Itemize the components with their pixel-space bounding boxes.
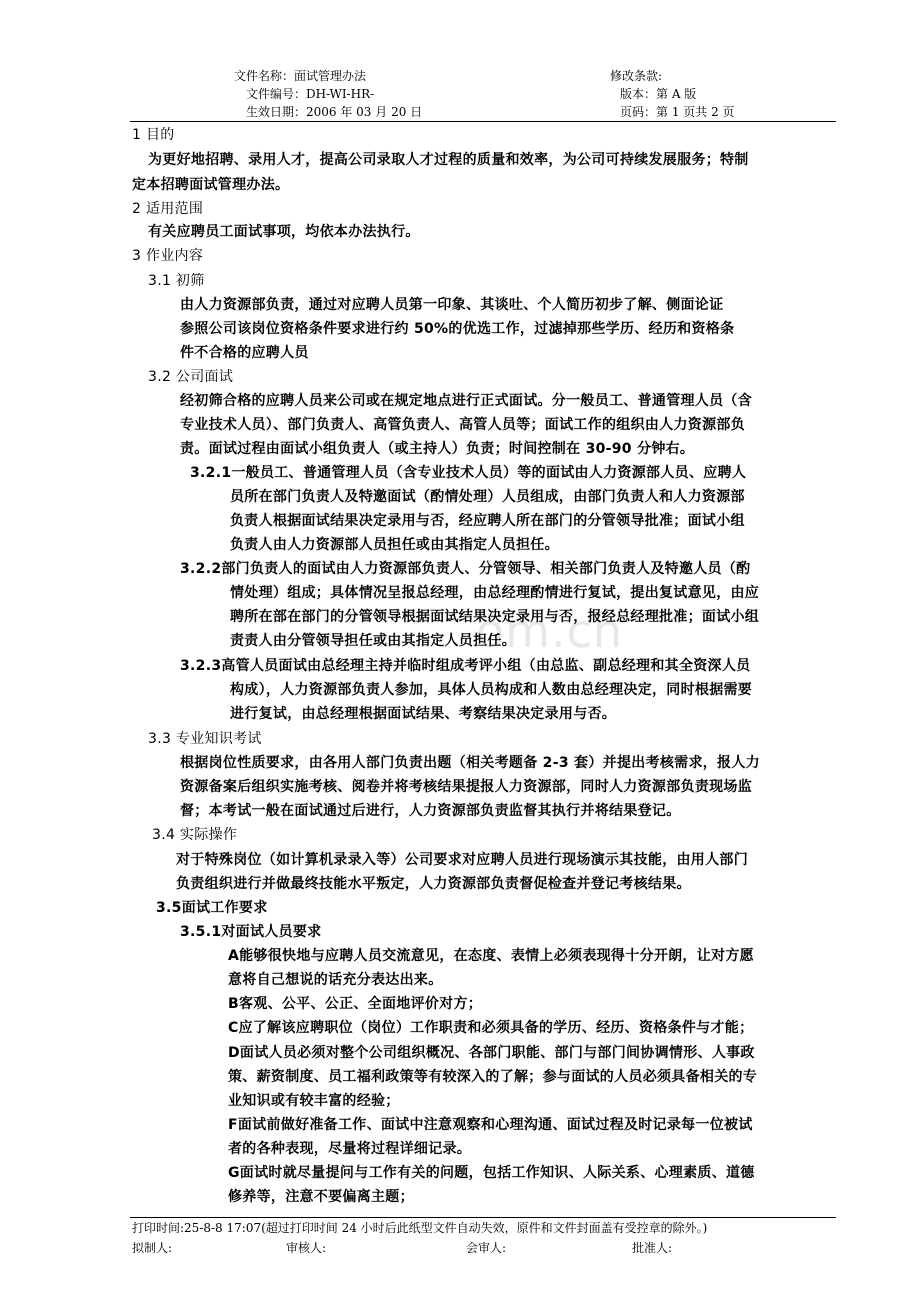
print-notice: 打印时间:25-8-8 17:07(超过打印时间 24 小时后此纸型文件自动失效，原件和文件封面盖有受控章的除外。) [132,1221,708,1235]
paragraph-line: D面试人员必须对整个公司组织概况、各部门职能、部门与部门间协调情形、人事政 [228,1045,755,1061]
reviewer-field: 审核人: [286,1241,327,1255]
paragraph-line: 对于特殊岗位（如计算机录录入等）公司要求对应聘人员进行现场演示其技能，由用人部门 [176,852,748,868]
paragraph-line: 经初筛合格的应聘人员来公司或在规定地点进行正式面试。分一般员工、普通管理人员（含 [180,393,752,409]
paragraph-line: 专业技术人员）、部门负责人、高管负责人、高管人员等；面试工作的组织由人力资源部负 [180,417,745,433]
cosigner-field: 会审人: [466,1241,507,1255]
paragraph-line: F面试前做好准备工作、面试中注意观察和心理沟通、面试过程及时记录每一位被试 [228,1117,753,1133]
paragraph-line: 定本招聘面试管理办法。 [132,177,290,193]
paragraph-line: 构成），人力资源部负责人参加，具体人员构成和人数由总经理决定，同时根据需要 [230,682,753,698]
section-1-title: 1 目的 [132,127,175,143]
paragraph-line: 资源备案后组织实施考核、阅卷并将考核结果提报人力资源部，同时人力资源部负责现场监 [180,779,752,795]
paragraph-line: 聘所在部在部门的分管领导根据面试结果决定录用与否，报经总经理批准；面试小组 [230,609,760,625]
header-divider [130,121,836,122]
page-info: 页码：第 1 页共 2 页 [620,105,735,119]
paragraph-line: 员所在部门负责人及特邀面试（酌情处理）人员组成，由部门负责人和人力资源部 [230,489,745,505]
subsection-3-5-title: 3.5面试工作要求 [156,900,268,916]
paragraph-line: A能够很快地与应聘人员交流意见，在态度、表情上必须表现得十分开朗，让对方愿 [228,948,754,964]
subsection-3-1-title: 3.1 初筛 [148,273,205,289]
paragraph-line: 由人力资源部负责，通过对应聘人员第一印象、其谈吐、个人简历初步了解、侧面论证 [180,297,724,313]
watermark: om.cn [476,604,624,658]
paragraph-line: 3.2.2部门负责人的面试由人力资源部负责人、分管领导、相关部门负责人及特邀人员（酌 [180,561,751,577]
paragraph-line: 责责人由分管领导担任或由其指定人员担任。 [230,633,516,649]
paragraph-line: 负责人根据面试结果决定录用与否，经应聘人所在部门的分管领导批准；面试小组 [230,513,745,529]
paragraph-line: 负责组织进行并做最终技能水平叛定，人力资源部负责督促检查并登记考核结果。 [176,876,691,892]
drafter-field: 拟制人: [132,1241,173,1255]
paragraph-line: 3.2.3高管人员面试由总经理主持并临时组成考评小组（由总监、副总经理和其全资深人员 [180,658,751,674]
paragraph-line: 进行复试，由总经理根据面试结果、考察结果决定录用与否。 [230,706,617,722]
paragraph-line: 业知识或有较丰富的经验； [228,1093,400,1109]
paragraph-line: 责。面试过程由面试小组负责人（或主持人）负责；时间控制在 30-90 分钟右。 [180,441,695,457]
paragraph-line: 意将自己想说的话充分表达出来。 [228,972,443,988]
version: 版本：第 A 版 [620,87,697,101]
paragraph-line: 参照公司该岗位资格条件要求进行约 50%的优选工作，过滤掉那些学历、经历和资格条 [180,321,735,337]
approver-field: 批准人: [632,1241,673,1255]
paragraph-line: 情处理）组成；具体情况呈报总经理，由总经理酌情进行复试，提出复试意见，由应 [230,585,760,601]
paragraph-line: 策、薪资制度、员工福利政策等有较深入的了解；参与面试的人员必须具备相关的专 [228,1069,758,1085]
paragraph-line: 督；本考试一般在面试通过后进行，人力资源部负责监督其执行并将结果登记。 [180,803,681,819]
subsection-3-3-title: 3.3 专业知识考试 [148,731,262,747]
effective-date: 生效日期：2006 年 03 月 20 日 [246,105,423,119]
paragraph-line: 有关应聘员工面试事项，均依本办法执行。 [148,224,420,240]
paragraph-line: 根据岗位性质要求，由各用人部门负责出题（相关考题备 2-3 套）并提出考核需求，报人力 [180,755,760,771]
subsection-3-2-title: 3.2 公司面试 [148,369,234,385]
paragraph-line: 3.2.1一般员工、普通管理人员（含专业技术人员）等的面试由人力资源部人员、应聘人 [190,465,747,481]
paragraph-line: 负责人由人力资源部人员担任或由其指定人员担任。 [230,537,559,553]
doc-number: 文件编号：DH-WI-HR- [246,87,375,101]
paragraph-line: 者的各种表现，尽量将过程详细记录。 [228,1141,472,1157]
revision-clause: 修改条款: [610,69,663,83]
doc-name: 文件名称：面试管理办法 [234,69,367,83]
subsection-3-5-1-title: 3.5.1对面试人员要求 [180,924,322,940]
paragraph-line: B客观、公平、公正、全面地评价对方； [228,996,483,1012]
paragraph-line: 件不合格的应聘人员 [180,345,309,361]
section-3-title: 3 作业内容 [132,248,204,264]
paragraph-line: 修养等，注意不要偏离主题； [228,1189,414,1205]
subsection-3-4-title: 3.4 实际操作 [152,827,238,843]
paragraph-line: C应了解该应聘职位（岗位）工作职责和必须具备的学历、经历、资格条件与才能； [228,1020,754,1036]
paragraph-line: G面试时就尽量提问与工作有关的问题，包括工作知识、人际关系、心理素质、道德 [228,1165,755,1181]
section-2-title: 2 适用范围 [132,201,204,217]
footer-divider [130,1217,836,1218]
paragraph-line: 为更好地招聘、录用人才，提高公司录取人才过程的质量和效率，为公司可持续发展服务；特制 [148,152,749,168]
